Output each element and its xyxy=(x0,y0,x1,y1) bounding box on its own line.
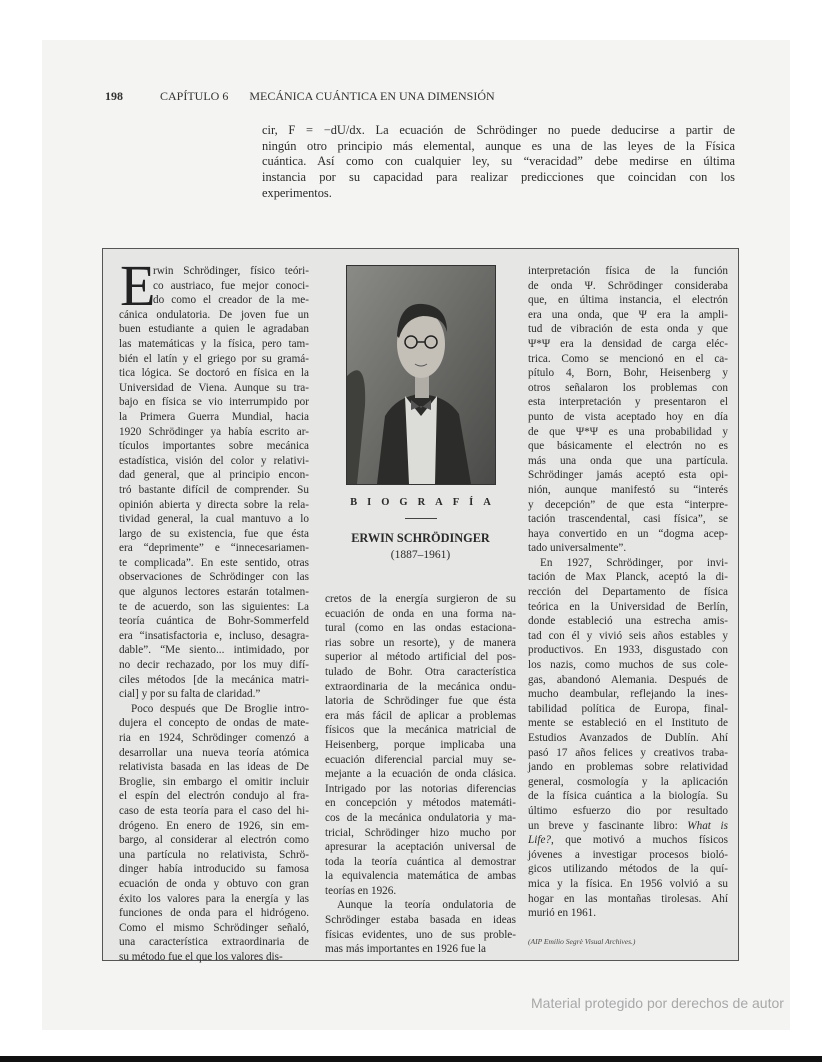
text-line: mente se estableció en el Instituto de xyxy=(528,717,728,730)
text-line: era más fácil de aplicar a problemas xyxy=(325,709,516,722)
text-line: de onda Ψ. Schrödinger consideraba xyxy=(528,279,728,292)
text-line: Universidad de Viena. Aunque su tra- xyxy=(119,381,309,394)
text-line xyxy=(528,819,728,834)
chapter-label: CAPÍTULO 6 xyxy=(160,89,229,103)
text-line: ria en 1924, Schrödinger comenzó a xyxy=(119,732,309,744)
text-line: interpretación física de la función xyxy=(528,265,728,277)
text-line xyxy=(528,833,728,848)
text-line: último esfuerzo dio por resultado xyxy=(528,804,728,817)
text-line: y decepción” de que esta “interpre- xyxy=(528,498,728,511)
text-line: Broglie, sin embargo el omitir incluir xyxy=(119,775,309,788)
text-line: tividad general, la cual mantuvo a lo xyxy=(119,513,309,526)
text-line: de que Ψ*Ψ es una probabilidad y xyxy=(528,425,728,438)
text-line: Schrödinger estaba basada en ideas xyxy=(325,914,516,927)
text-line: cánica ondulatoria. De joven fue un xyxy=(119,308,309,321)
text-line: rwin Schrödinger, físico teóri- xyxy=(153,265,309,277)
text-line: tró bastante difícil de comprender. Su xyxy=(119,483,309,496)
text-line: mas más importantes en 1926 fue la xyxy=(325,943,486,956)
text-line: tículos importantes sobre mecánica xyxy=(119,440,309,453)
text-line: drógeno. En enero de 1926, sin em- xyxy=(119,819,309,832)
text-line: físicos que la mecánica matricial de xyxy=(325,724,516,737)
text-line: toda la teoría cuántica al demostrar xyxy=(325,855,516,868)
text-line: era “insatisfactoria e, incluso, desagra- xyxy=(119,629,309,642)
text-line: dinger había introducido su famosa xyxy=(119,863,309,876)
text-line: tabilidad política de Europa, final- xyxy=(528,702,728,715)
text-line: que, en última instancia, el electrón xyxy=(528,294,728,307)
biography-label: BIOGRAFÍA xyxy=(350,497,501,508)
text-line: latoria de Schrödinger fue que ésta xyxy=(325,695,516,708)
text-line: rección del Departamento de física xyxy=(528,586,728,599)
text-segment: un breve y fascinante libro: xyxy=(528,819,688,832)
text-line: jóvenes a investigar procesos bioló- xyxy=(528,848,728,861)
text-line: las matemáticas y la física, pero tam- xyxy=(119,337,309,350)
text-line: tica lógica. Se doctoró en física en la xyxy=(119,367,309,380)
text-line: era “deprimente” e “innecesariamen- xyxy=(119,542,309,555)
text-line: desarrollar una nueva teoría atómica xyxy=(119,746,309,759)
text-line: bajo en física se vio interrumpido por xyxy=(119,396,309,409)
text-line: cos de la mecánica ondulatoria y ma- xyxy=(325,811,516,824)
text-line: de la física cuántica a la biología. Su xyxy=(528,790,728,803)
text-line: bargo, al considerar al electrón como xyxy=(119,834,309,847)
text-line: era una onda, que Ψ era la ampli- xyxy=(528,308,728,321)
text-line: rias sobre un resorte), y de manera xyxy=(325,636,516,649)
text-line: Poco después que De Broglie intro- xyxy=(131,702,309,715)
text-line: ecuación de onda y obtuvo con gran xyxy=(119,877,309,890)
text-line: trica. Como se mencionó en el ca- xyxy=(528,352,728,365)
text-line: funciones de onda para el hidrógeno. xyxy=(119,907,309,920)
text-line: 1920 Schrödinger ya había escrito ar- xyxy=(119,425,309,438)
biography-column-left xyxy=(119,253,309,965)
text-line: que básicamente el electrón no es xyxy=(528,440,728,453)
text-line: jando en problemas sobre relatividad xyxy=(528,761,728,774)
text-line: tural (como en las ondas estaciona- xyxy=(325,622,516,635)
text-line: do como el creador de la me- xyxy=(153,294,309,307)
page-number: 198 xyxy=(105,89,123,103)
copyright-watermark: Material protegido por derechos de autor xyxy=(531,995,784,1011)
text-line: Como el mismo Schrödinger señaló, xyxy=(119,921,309,934)
text-line: apresurar la aceptación universal de xyxy=(325,841,516,854)
text-line: mica y la física. En 1956 volvió a su xyxy=(528,877,728,890)
text-line: observaciones de Schrödinger con las xyxy=(119,571,309,584)
text-line: experimentos. xyxy=(262,185,332,200)
text-line: general, cosmología y la aplicación xyxy=(528,775,728,788)
text-line: nión, aunque manifestó su “interés xyxy=(528,483,728,496)
text-line: teórica en la Universidad de Berlín, xyxy=(528,600,728,613)
book-title: Life? xyxy=(528,834,551,847)
biography-column-middle xyxy=(325,592,516,957)
schrodinger-portrait-photo xyxy=(346,265,496,485)
text-line: Aunque la teoría ondulatoria de xyxy=(337,899,516,912)
text-line: tricial, Schrödinger hizo mucho por xyxy=(325,826,516,839)
text-line: donde estableció una estrecha amis- xyxy=(528,615,728,628)
biography-column-right xyxy=(528,264,728,921)
text-line: dujera el concepto de ondas de mate- xyxy=(119,717,309,730)
text-line: no decir rechazado, por los muy difí- xyxy=(119,659,309,672)
biography-heading xyxy=(325,497,516,561)
text-segment: , que motivó a muchos físicos xyxy=(551,834,728,847)
bottom-edge xyxy=(0,1056,822,1062)
text-line: estadística, visión del color y relativi- xyxy=(119,454,309,467)
text-line: En 1927, Schrödinger, por invi- xyxy=(540,556,728,569)
text-line: tud de vibración de esta onda y que xyxy=(528,323,728,336)
text-line: ecuación de onda en una forma na- xyxy=(325,607,516,620)
text-line: gicos utilizando métodos de la quí- xyxy=(528,863,728,876)
text-line: Estudios Avanzados de Dublín. Ahí xyxy=(528,732,728,744)
text-line: Ψ*Ψ era la densidad de carga eléc- xyxy=(528,337,728,350)
text-line: el espín del electrón condujo al fra- xyxy=(119,790,309,803)
text-line: haya convertido en un “dogma acep- xyxy=(528,527,728,540)
biography-box xyxy=(102,248,739,961)
text-line: buen estudiante a quien le agradaban xyxy=(119,323,309,336)
text-line: murió en 1961. xyxy=(528,907,597,920)
text-line: Schrödinger jamás aceptó esta opi- xyxy=(528,469,728,482)
running-header xyxy=(105,89,495,104)
text-line: punto de vista aceptado hoy en día xyxy=(528,410,728,423)
text-line: co austriaco, fue mejor conoci- xyxy=(153,279,309,292)
text-line: Heisenberg, porque implicaba una xyxy=(325,738,516,751)
text-line: tad con él y vivió seis años estables y xyxy=(528,629,728,642)
text-line: cir, F = −dU/dx. La ecuación de Schrödinger no puede deducirse a partir de xyxy=(262,123,735,137)
intro-paragraph xyxy=(262,123,735,202)
book-title: What is xyxy=(687,819,728,832)
photo-credit: (AIP Emilio Segrè Visual Archives.) xyxy=(528,937,636,946)
text-line: ecuación diferencial parcial muy se- xyxy=(325,753,516,766)
text-line: otros señalaron los problemas con xyxy=(528,381,728,394)
text-line: te complicada”. En este sentido, otras xyxy=(119,556,309,569)
text-line: éxito los valores para la energía y las xyxy=(119,892,309,905)
text-line: en concepción y métodos matemáti- xyxy=(325,797,516,810)
biography-years: (1887–1961) xyxy=(390,549,451,561)
text-line: más una onda que una partícula. xyxy=(528,454,728,467)
text-line: cretos de la energía surgieron de su xyxy=(325,593,516,605)
text-line: instancia por su capacidad para realizar predicciones que coincidan con los xyxy=(262,170,735,185)
text-line: una partícula no relativista, Schrö- xyxy=(119,848,309,861)
text-line: dad general, que al principio encon- xyxy=(119,469,309,482)
text-line: productivos. En 1933, disgustado con xyxy=(528,644,728,657)
text-line: hogar en las montañas tirolesas. Ahí xyxy=(528,892,728,905)
text-line: gas, abandonó Alemania. Después de xyxy=(528,673,728,686)
text-line: que algunos lectores estarán totalmen- xyxy=(119,586,309,599)
text-line: extraordinaria de la mecánica ondu- xyxy=(325,680,516,693)
text-line: tulado de Bohr. Otra característica xyxy=(325,665,516,678)
text-line: Intrigado por las notorias diferencias xyxy=(325,782,516,795)
text-line: dable”. “Me siento... intimidado, por xyxy=(119,644,309,657)
divider xyxy=(405,518,437,519)
text-line: superior al método artificial del pos- xyxy=(325,651,516,664)
text-line: pítulo 4, Born, Bohr, Heisenberg y xyxy=(528,367,728,380)
text-line: cuántica. Así como con cualquier ley, su “veracidad” debe medirse en última xyxy=(262,154,735,169)
text-line: tación de Max Planck, aceptó la di- xyxy=(528,571,728,584)
text-line: teoría cuántica de Bohr-Sommerfeld xyxy=(119,615,309,628)
text-line: te de acuerdo, son las siguientes: La xyxy=(119,600,309,613)
text-line: teorías en 1926. xyxy=(325,884,397,897)
text-line: caso de esta teoría para el caso del hi- xyxy=(119,804,309,817)
text-line: tación trascendental, casi física”, se xyxy=(528,513,728,526)
text-line: opinión abierta y directa sobre la rela- xyxy=(119,498,309,511)
text-line: los nazis, como muchos de sus cole- xyxy=(528,659,728,672)
text-line: tado universalmente”. xyxy=(528,542,627,555)
chapter-title: MECÁNICA CUÁNTICA EN UNA DIMENSIÓN xyxy=(249,89,495,103)
text-line: pasó 17 años felices y creativos traba- xyxy=(528,746,728,759)
text-line: largo de su existencia, fue que ésta xyxy=(119,527,309,540)
text-line: su método fue el que los valores dis- xyxy=(119,950,283,963)
text-line: ningún otro principio más elemental, aunque es una de las leyes de la Física xyxy=(262,138,735,153)
biography-name: ERWIN SCHRÖDINGER xyxy=(351,531,490,545)
text-line: cial] y por su falta de claridad.” xyxy=(119,688,261,701)
text-line: la equivalencia matemática de ambas xyxy=(325,870,516,883)
text-line: relativista basada en las ideas de De xyxy=(119,761,309,774)
text-line: esta interpretación y presentaron el xyxy=(528,396,728,409)
text-line: mucho deambular, reflejando la ines- xyxy=(528,688,728,701)
text-line: bién el latín y el griego por su gramá- xyxy=(119,352,309,365)
text-line: ciles métodos [de la mecánica matri- xyxy=(119,673,309,686)
text-line: una característica extraordinaria de xyxy=(119,936,309,949)
text-line: mejante a la ecuación de onda clásica. xyxy=(325,768,516,781)
text-line: físicas evidentes, uno de sus proble- xyxy=(325,928,516,941)
text-line: la Primera Guerra Mundial, hacia xyxy=(119,410,309,423)
drop-cap: E xyxy=(120,253,156,318)
